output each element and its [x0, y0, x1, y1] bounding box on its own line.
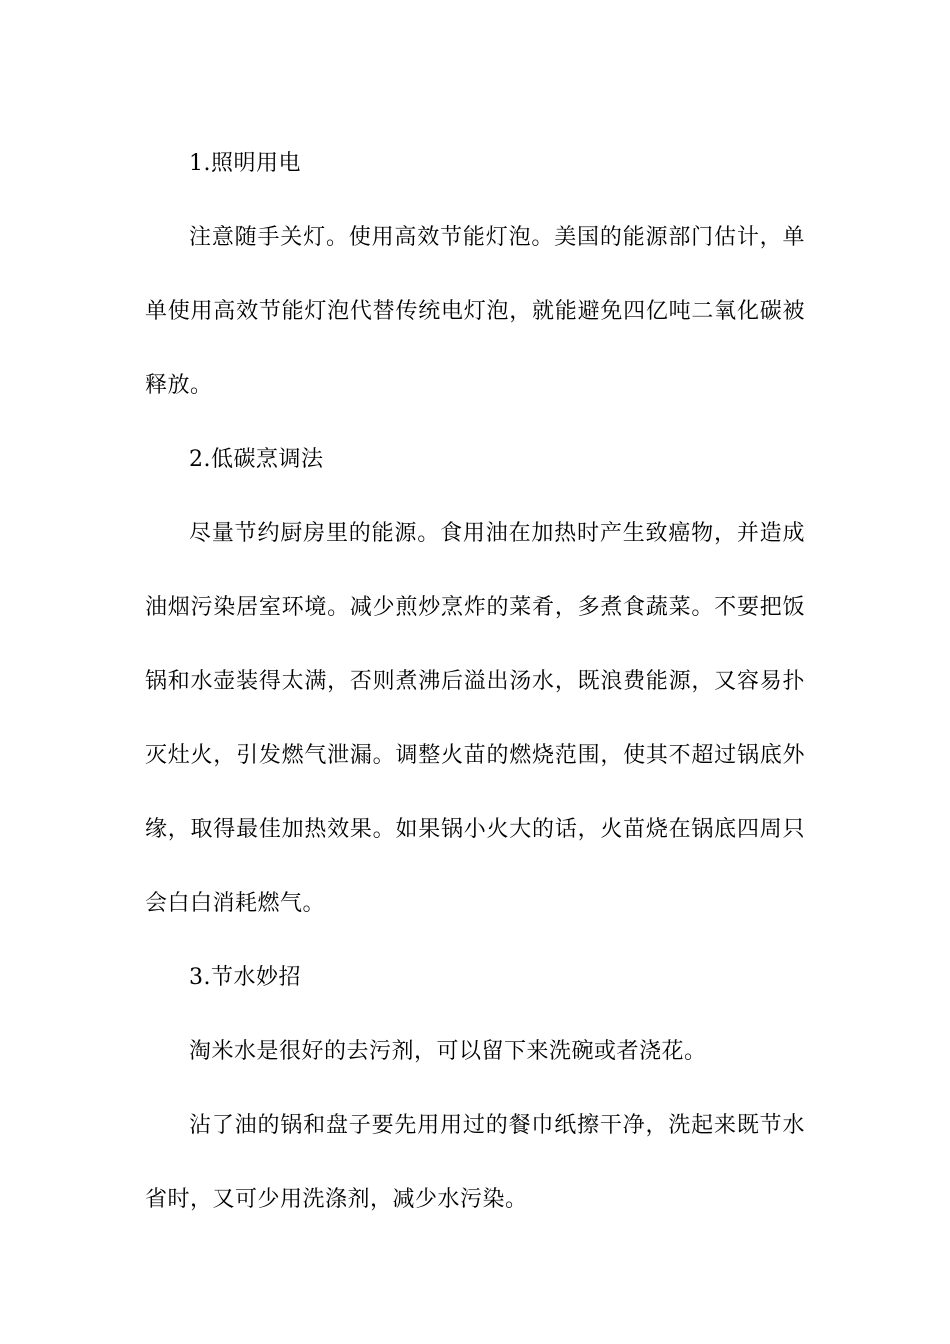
- paragraph-rice-water: 淘米水是很好的去污剂，可以留下来洗碗或者浇花。: [189, 1039, 707, 1064]
- section-heading-water: 3.节水妙招: [189, 965, 301, 990]
- section-heading-cooking: 2.低碳烹调法: [189, 447, 324, 472]
- paragraph-lighting: 注意随手关灯。使用高效节能灯泡。美国的能源部门估计，单单使用高效节能灯泡代替传统电灯泡，就能避免四亿吨二氧化碳被释放。: [145, 225, 805, 398]
- paragraph-cooking: 尽量节约厨房里的能源。食用油在加热时产生致癌物，并造成油烟污染居室环境。减少煎炒烹炸的菜肴，多煮食蔬菜。不要把饭锅和水壶装得太满，否则煮沸后溢出汤水，既浪费能源，又容易扑灭灶火，引发燃气泄漏。调整火苗的燃烧范围，使其不超过锅底外缘，取得最佳加热效果。如果锅小火大的话，火苗烧在锅底四周只会白白消耗燃气。: [145, 521, 805, 916]
- section-heading-lighting: 1.照明用电: [189, 151, 301, 176]
- paragraph-dishwashing: 沾了油的锅和盘子要先用用过的餐巾纸擦干净，洗起来既节水省时，又可少用洗涤剂，减少水污染。: [145, 1113, 805, 1212]
- document-body: [145, 127, 805, 1237]
